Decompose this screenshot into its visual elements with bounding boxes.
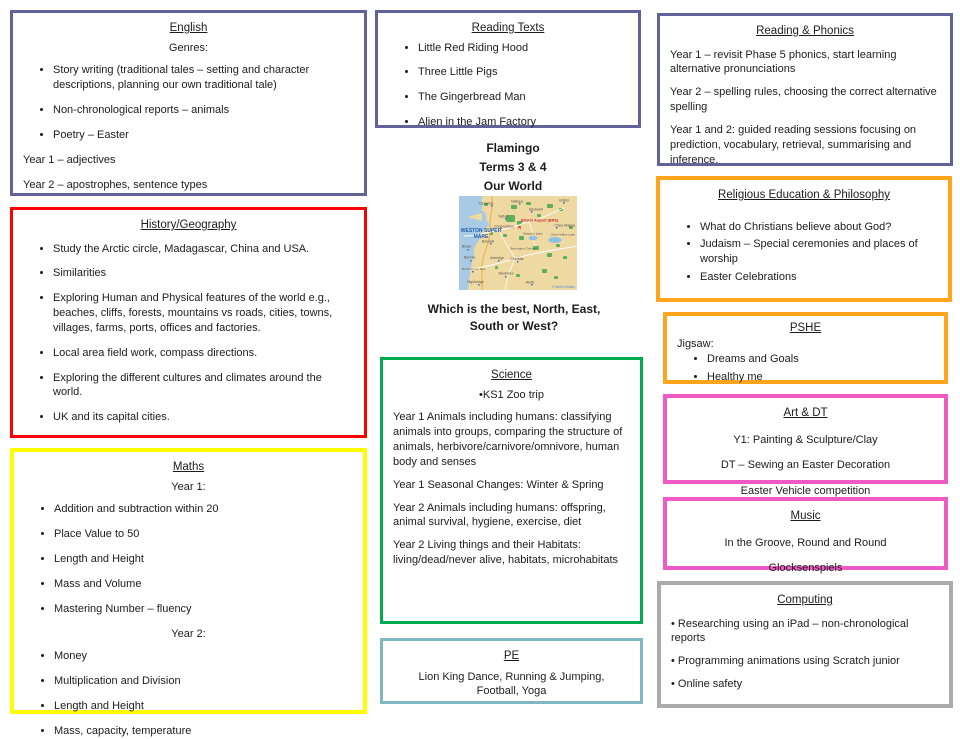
map-town-label: Brean [462, 244, 472, 249]
reading-phonics-paragraph: Year 2 – spelling rules, choosing the correct alternative spelling [670, 86, 937, 114]
list-item: • Mass, capacity, temperature [54, 724, 353, 739]
religious-education-title: Religious Education & Philosophy [718, 189, 890, 201]
maths-title: Maths [172, 461, 205, 473]
list-item: • Length and Height [54, 699, 353, 714]
pshe-subtitle: Jigsaw: [677, 337, 714, 350]
computing-bullet: • Researching using an iPad – non-chronological reports [671, 617, 909, 645]
list-item: • Judaism – Special ceremonies and places of worship [700, 237, 938, 267]
list-item: • Three Little Pigs [418, 65, 628, 80]
list-item: • Dreams and Goals [707, 352, 934, 367]
list-item: • Study the Arctic circle, Madagascar, China and USA. [53, 242, 354, 257]
reading-phonics-paragraph: Year 1 and 2: guided reading sessions focusing on prediction, vocabulary, retrieval, summarising and inference. [670, 123, 917, 166]
map-town-label: Chew Valley Lake [550, 232, 575, 237]
art-dt-line: Y1: Painting & Sculpture/Clay [733, 433, 878, 446]
science-paragraph: Year 2 Animals including humans: offspring, animal survival, hygiene, exercise, diet [393, 501, 606, 529]
science-paragraph: Year 1 Animals including humans: classifying animals into groups, comparing the structure of animals, herbivore/carnivore/omnivore, human body and senses [393, 411, 623, 468]
area-map-image [459, 196, 577, 290]
reading-texts-box [375, 10, 641, 128]
list-item: • The Gingerbread Man [418, 90, 628, 105]
music-line: Glocksenspiels [768, 562, 843, 575]
list-item: • Length and Height [54, 552, 353, 567]
science-box [380, 357, 643, 624]
maths-year2-label: Year 2: [171, 627, 206, 640]
english-box [10, 10, 367, 196]
list-item: • UK and its capital cities. [53, 410, 354, 425]
list-item: • Place Value to 50 [54, 527, 353, 542]
bristol-airport-label: Bristol Airport (BRS) [521, 218, 559, 223]
pe-title: PE [503, 650, 520, 662]
map-town-label: Bristol [559, 198, 569, 203]
science-title: Science [491, 369, 532, 381]
list-item: • Money [54, 649, 353, 664]
list-item: • Poetry – Easter [53, 128, 354, 143]
list-item: • Mastering Number – fluency [54, 602, 353, 617]
reading-phonics-box [657, 13, 953, 166]
computing-bullet: • Programming animations using Scratch junior [671, 655, 900, 668]
pshe-title: PSHE [789, 322, 822, 334]
history-geography-list [23, 242, 354, 426]
map-town-label: Congresbury [493, 224, 515, 229]
art-dt-line: DT – Sewing an Easter Decoration [720, 459, 891, 472]
english-year1-line: Year 1 – adjectives [23, 153, 116, 166]
map-town-label: Axbridge [490, 256, 504, 260]
svg-text:WESTON SUPER: WESTON SUPER [460, 228, 502, 234]
pshe-list [677, 352, 934, 385]
pe-box [380, 638, 643, 704]
list-item: • Healthy me [707, 370, 934, 385]
map-town-label: Yatton [498, 214, 508, 219]
computing-bullet: • Online safety [671, 678, 743, 691]
reading-phonics-title: Reading & Phonics [756, 25, 854, 37]
list-item: • Addition and subtraction within 20 [54, 502, 353, 517]
english-year2-line: Year 2 – apostrophes, sentence types [23, 178, 208, 191]
map-town-label: Blagdon Lake [523, 231, 543, 236]
map-town-label: Chew Magna [554, 223, 575, 228]
map-town-label: Clevedon [478, 201, 494, 206]
list-item: • Non-chronological reports – animals [53, 103, 354, 118]
science-subtitle: •KS1 Zoo trip [479, 388, 544, 401]
class-name: Flamingo [486, 141, 540, 155]
map-town-label: Nailsea [511, 199, 523, 204]
science-paragraph: Year 2 Living things and their Habitats: living/dead/never alive, habitats, microhabitats [393, 539, 619, 567]
list-item: • Mass and Volume [54, 577, 353, 592]
art-dt-line: Easter Vehicle competition [740, 485, 871, 498]
terms-label: Terms 3 & 4 [479, 159, 547, 174]
english-subtitle: Genres: [168, 41, 209, 54]
list-item: • Local area field work, compass directions. [53, 346, 354, 361]
art-dt-title: Art & DT [783, 407, 828, 419]
list-item: • Exploring the different cultures and climates around the world. [53, 371, 354, 401]
reading-texts-title: Reading Texts [471, 22, 545, 34]
map-attribution: © World Guides [551, 285, 575, 289]
history-geography-title: History/Geography [140, 219, 237, 231]
religious-education-box [656, 176, 952, 302]
computing-box [657, 581, 953, 708]
map-town-label: Wedmore [498, 271, 514, 276]
pe-text: Lion King Dance, Running & Jumping, Football, Yoga [418, 670, 605, 698]
svg-text:MARE: MARE [473, 234, 489, 240]
list-item: • Easter Celebrations [700, 270, 938, 285]
map-town-label: Burrington Combe [510, 246, 536, 251]
map-town-label: Burnham on Sea [462, 267, 486, 271]
maths-year1-list [24, 502, 353, 616]
list-item: • Little Red Riding Hood [418, 41, 628, 56]
list-item: • Alien in the Jam Factory [418, 115, 628, 130]
map-town-label: Berrow [464, 255, 476, 260]
plane-icon: ✈ [516, 224, 525, 232]
art-dt-box [663, 394, 948, 498]
religious-education-list [670, 220, 938, 285]
topic-question: Which is the best, North, East, South or West? [427, 302, 601, 333]
maths-year2-list [24, 649, 353, 738]
page-title [428, 139, 598, 196]
list-item: • Exploring Human and Physical features of the world e.g., beaches, cliffs, forests, mountains vs roads, cities, towns, villages, farms, ports, offices and factories. [53, 291, 354, 336]
map-svg [459, 196, 577, 290]
english-list [23, 63, 354, 142]
list-item: • Story writing (traditional tales – setting and character descriptions, planning our own traditional tale) [53, 63, 354, 93]
pshe-box [663, 312, 948, 384]
reading-texts-list [388, 41, 628, 130]
topic-label: Our World [483, 178, 543, 193]
maths-year1-label: Year 1: [171, 480, 206, 493]
reading-phonics-paragraph: Year 1 – revisit Phase 5 phonics, start learning alternative pronunciations [670, 48, 897, 76]
map-town-label: Banwell [481, 239, 495, 244]
music-title: Music [790, 510, 821, 522]
music-line: In the Groove, Round and Round [724, 536, 887, 549]
map-town-label: Wells [525, 280, 535, 285]
map-town-label: Highbridge [467, 280, 484, 284]
history-geography-box [10, 207, 367, 438]
computing-title: Computing [777, 594, 833, 606]
science-paragraph: Year 1 Seasonal Changes: Winter & Spring [393, 478, 604, 491]
maths-box [10, 448, 367, 737]
list-item: • Similarities [53, 266, 354, 281]
english-title: English [169, 22, 208, 34]
list-item: • Multiplication and Division [54, 674, 353, 689]
map-town-label: Cheddar [510, 257, 524, 261]
list-item: • What do Christians believe about God? [700, 220, 938, 235]
map-town-label: Backwell [529, 207, 543, 212]
music-box [663, 497, 948, 575]
